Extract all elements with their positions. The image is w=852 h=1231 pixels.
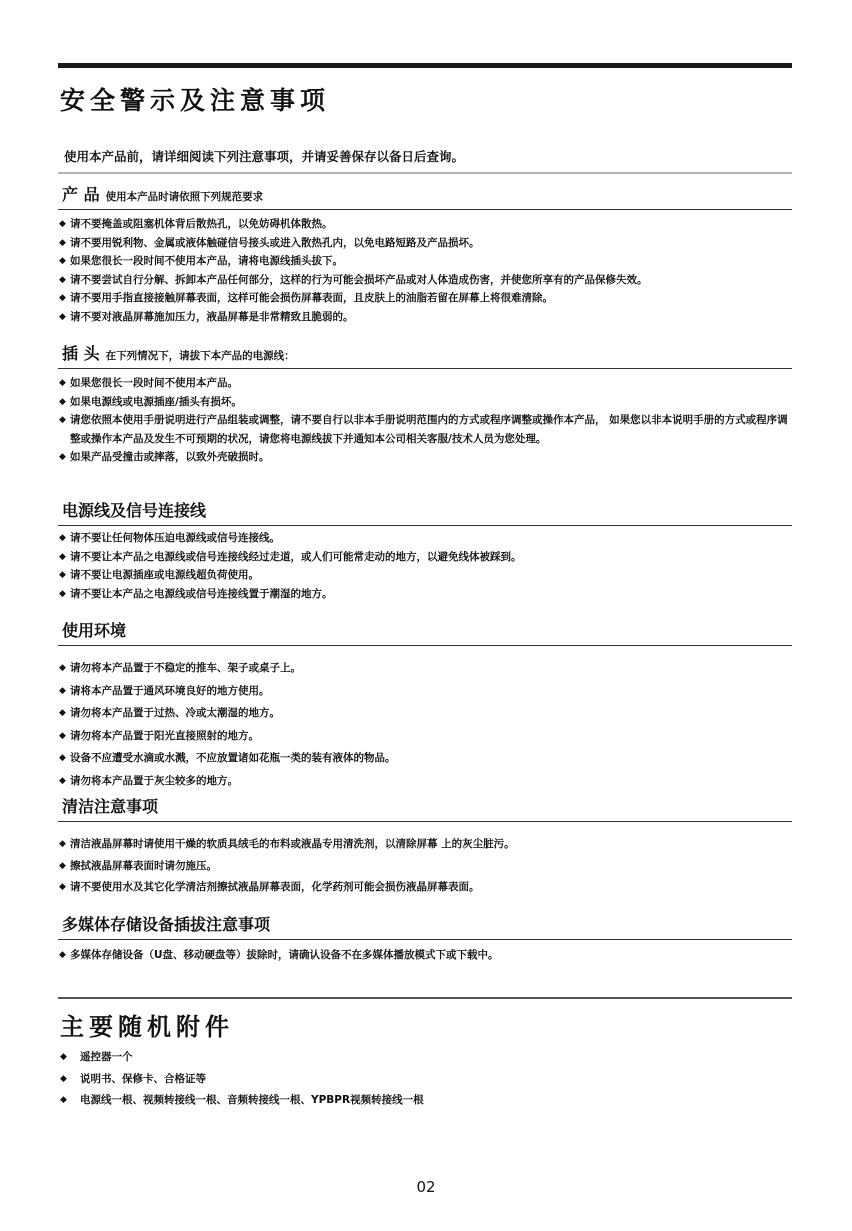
diamond-bullet-icon: ◆	[59, 274, 66, 285]
list-item: ◆ 请勿将本产品置于阳光直接照射的地方。	[58, 725, 792, 748]
list-item: ◆ 如果电源线或电源插座/插头有损坏。	[58, 393, 792, 412]
list-item: ◆ 请不要用锐利物、金属或液体触碰信号接头或进入散热孔内，以免电路短路及产品损坏。	[58, 234, 792, 253]
section-title: 产 品	[62, 185, 100, 204]
section-title: 多媒体存储设备插拔注意事项	[62, 915, 271, 934]
diamond-bullet-icon: ◆	[59, 378, 66, 388]
page-title: 安全警示及注意事项	[60, 86, 331, 115]
list-item: ◆ 请勿将本产品置于过热、冷或太潮湿的地方。	[58, 702, 792, 725]
list-item: ◆ 请不要让本产品之电源线或信号连接线经过走道，或人们可能常走动的地方，以避免线体被踩到。	[58, 548, 792, 567]
list-item: ◆ 多媒体存储设备（U盘、移动硬盘等）拔除时，请确认设备不在多媒体播放模式下或下载中。	[58, 946, 792, 965]
diamond-bullet-icon: ◆	[60, 1073, 67, 1084]
section-product	[58, 183, 792, 327]
diamond-bullet-icon: ◆	[59, 708, 66, 718]
list-item: ◆ 如果您很长一段时间不使用本产品，请将电源线插头拔下。	[58, 252, 792, 271]
list-item: ◆ 说明书、保修卡、合格证等	[58, 1069, 792, 1091]
section-plug	[58, 342, 792, 467]
diamond-bullet-icon: ◆	[59, 396, 66, 407]
list-item: ◆ 擦拭液晶屏幕表面时请勿施压。	[58, 856, 792, 878]
diamond-bullet-icon: ◆	[59, 551, 66, 562]
diamond-bullet-icon: ◆	[59, 293, 66, 304]
section-subtitle: 使用本产品时请依照下列规范要求	[105, 191, 264, 203]
list-item: ◆ 请不要用手指直接接触屏幕表面，这样可能会损伤屏幕表面，且皮肤上的油脂若留在屏幕上将很难清除。	[58, 289, 792, 308]
accessories-rule	[58, 997, 792, 999]
section-accessories	[58, 1047, 792, 1112]
bullet-list	[58, 834, 792, 899]
diamond-bullet-icon: ◆	[60, 1052, 67, 1062]
bullet-list	[58, 1047, 792, 1112]
diamond-bullet-icon: ◆	[59, 663, 66, 673]
diamond-bullet-icon: ◆	[59, 753, 66, 763]
section-header	[58, 342, 792, 369]
section-title: 电源线及信号连接线	[62, 501, 207, 520]
diamond-bullet-icon: ◆	[59, 219, 66, 229]
section-header	[58, 183, 792, 210]
diamond-bullet-icon: ◆	[59, 685, 66, 696]
list-item: ◆ 设备不应遭受水滴或水溅，不应放置诸如花瓶一类的装有液体的物品。	[58, 747, 792, 770]
list-item: ◆ 请不要使用水及其它化学清洁剂擦拭液晶屏幕表面，化学药剂可能会损伤液晶屏幕表面。	[58, 877, 792, 899]
section-header	[58, 619, 792, 646]
section-subtitle: 在下列情况下，请拔下本产品的电源线：	[105, 350, 295, 362]
list-item: ◆ 请将本产品置于通风环境良好的地方使用。	[58, 680, 792, 703]
section-media	[58, 913, 792, 965]
list-item: ◆ 请不要让任何物体压迫电源线或信号连接线。	[58, 529, 792, 548]
diamond-bullet-icon: ◆	[59, 860, 66, 871]
diamond-bullet-icon: ◆	[59, 839, 66, 849]
diamond-bullet-icon: ◆	[59, 730, 66, 741]
list-item: ◆ 请不要让本产品之电源线或信号连接线置于潮湿的地方。	[58, 585, 792, 604]
section-header	[58, 795, 792, 822]
list-item: ◆ 请您依照本使用手册说明进行产品组装或调整，请不要自行以非本手册说明范围内的方式或程序调整或操作本产品， 如果您以非本说明手册的方式或程序调整或操作本产品及发生不可预期的状况，请您将电源线拔下并通知本公司相关客服/技术人员为您处理。	[58, 411, 790, 448]
bullet-list	[58, 946, 792, 965]
list-item: ◆ 请不要掩盖或阻塞机体背后散热孔，以免妨碍机体散热。	[58, 215, 792, 234]
diamond-bullet-icon: ◆	[59, 452, 66, 463]
diamond-bullet-icon: ◆	[59, 570, 66, 581]
section-title: 插 头	[62, 344, 100, 363]
list-item: ◆ 如果产品受撞击或摔落，以致外壳破损时。	[58, 448, 792, 467]
bullet-list	[58, 657, 792, 792]
bullet-list	[58, 374, 792, 467]
intro-text: 使用本产品前，请详细阅读下列注意事项，并请妥善保存以备日后查询。	[64, 149, 465, 164]
list-item: ◆ 请不要让电源插座或电源线超负荷使用。	[58, 566, 792, 585]
bullet-list	[58, 215, 792, 327]
section-cable	[58, 499, 792, 603]
list-item: ◆ 如果您很长一段时间不使用本产品。	[58, 374, 792, 393]
section-environment	[58, 619, 792, 792]
list-item: ◆ 请不要对液晶屏幕施加压力，液晶屏幕是非常精致且脆弱的。	[58, 308, 792, 327]
accessories-title: 主要随机附件	[60, 1013, 234, 1041]
section-title: 清洁注意事项	[62, 797, 159, 816]
section-header	[58, 913, 792, 940]
diamond-bullet-icon: ◆	[60, 1095, 67, 1105]
page-number: 02	[416, 1178, 436, 1196]
section-title: 使用环境	[62, 621, 127, 640]
diamond-bullet-icon: ◆	[59, 882, 66, 892]
list-item: ◆ 请勿将本产品置于灰尘较多的地方。	[58, 770, 792, 793]
list-item: ◆ 请不要尝试自行分解、拆卸本产品任何部分，这样的行为可能会损坏产品或对人体造成伤害，并使您所享有的产品保修失效。	[58, 271, 792, 290]
section-cleaning	[58, 795, 792, 899]
diamond-bullet-icon: ◆	[59, 533, 66, 543]
intro-rule	[58, 172, 792, 174]
bullet-list	[58, 529, 792, 603]
list-item: ◆ 请勿将本产品置于不稳定的推车、架子或桌子上。	[58, 657, 792, 680]
top-rule	[58, 63, 792, 68]
diamond-bullet-icon: ◆	[59, 415, 66, 426]
list-item: ◆ 遥控器一个	[58, 1047, 792, 1069]
section-header	[58, 499, 792, 526]
diamond-bullet-icon: ◆	[59, 311, 66, 322]
list-item: ◆ 清洁液晶屏幕时请使用干燥的软质具绒毛的布料或液晶专用清洗剂，以清除屏幕 上的灰尘脏污。	[58, 834, 792, 856]
diamond-bullet-icon: ◆	[59, 950, 66, 960]
diamond-bullet-icon: ◆	[59, 775, 66, 786]
diamond-bullet-icon: ◆	[59, 237, 66, 248]
list-item: ◆ 电源线一根、视频转接线一根、音频转接线一根、YPBPR视频转接线一根	[58, 1090, 792, 1112]
diamond-bullet-icon: ◆	[59, 588, 66, 599]
diamond-bullet-icon: ◆	[59, 256, 66, 267]
